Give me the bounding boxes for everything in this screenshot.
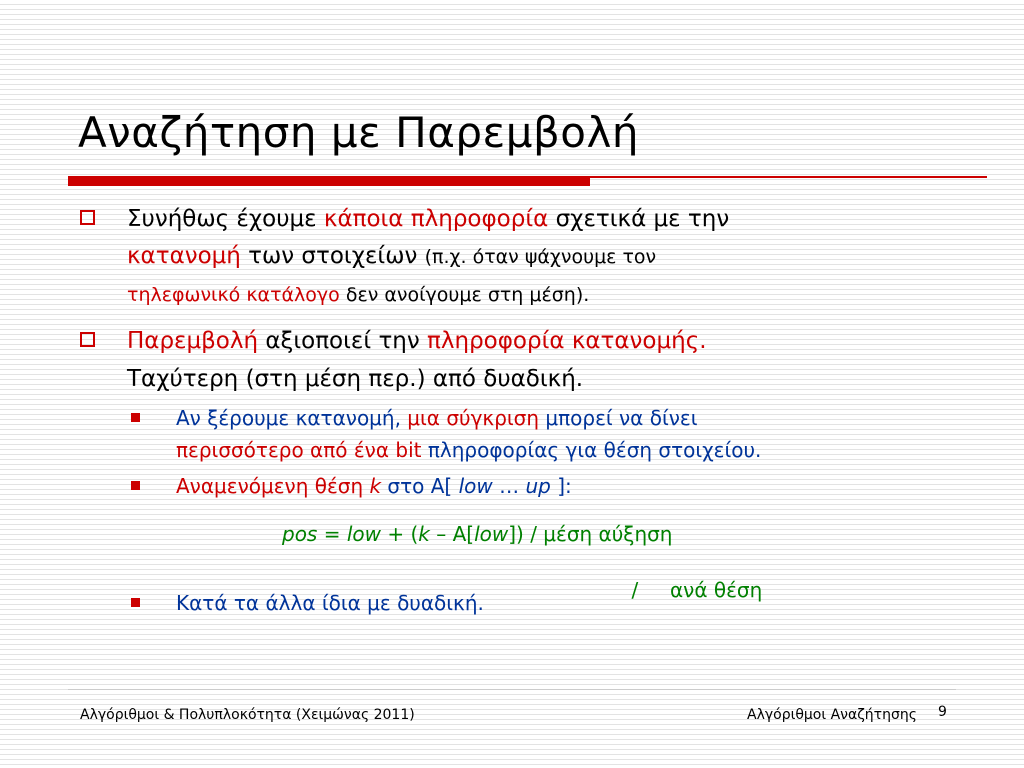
bullet1-line3: τηλεφωνικό κατάλογο δεν ανοίγουμε στη μέση). [127,284,590,306]
filled-square-bullet-icon [131,598,140,607]
hollow-square-bullet-icon [80,332,95,347]
footer-divider [68,689,956,690]
highlight-some-info: κάποια πληροφορία [323,206,549,232]
highlight-more-than-one-bit: περισσότερο από ένα bit [176,438,422,462]
sub2-line1: Αναμενόμενη θέση k στο A[ low … up ]: [176,474,572,498]
sub1-line1: Αν ξέρουμε κατανομή, μια σύγκριση μπορεί να δίνει [176,406,698,430]
highlight-distribution-info: πληροφορία κατανομής. [427,328,707,354]
page-number: 9 [938,704,947,720]
footer-course-title: Αλγόριθμοι & Πολυπλοκότητα (Χειμώνας 2011) [80,707,415,723]
slide-title: Αναζήτηση με Παρεμβολή [78,108,639,157]
formula-line1: pos = low + (k – A[low]) / μέση αύξηση [282,522,673,546]
highlight-one-comparison: μια σύγκριση [407,406,540,430]
highlight-interpolation: Παρεμβολή [127,328,259,354]
bullet1-line1: Συνήθως έχουμε κάποια πληροφορία σχετικά με την [127,206,730,232]
sub1-line2: περισσότερο από ένα bit πληροφορίας για θέση στοιχείου. [176,438,762,462]
bullet2-line2: Ταχύτερη (στη μέση περ.) από δυαδική. [127,366,584,392]
hollow-square-bullet-icon [80,210,95,225]
footer-lecture-title: Αλγόριθμοι Αναζήτησης [747,707,917,723]
highlight-phone-book: τηλεφωνικό κατάλογο [127,284,340,306]
highlight-distribution: κατανομή [127,243,241,269]
filled-square-bullet-icon [131,413,140,422]
bullet1-line2: κατανομή των στοιχείων (π.χ. όταν ψάχνουμε τον [127,243,657,269]
bullet2-line1: Παρεμβολή αξιοποιεί την πληροφορία κατανομής. [127,328,707,354]
formula-line2: / ανά θέση [631,578,763,602]
filled-square-bullet-icon [131,481,140,490]
sub3-line1: Κατά τα άλλα ίδια με δυαδική. [176,591,484,615]
